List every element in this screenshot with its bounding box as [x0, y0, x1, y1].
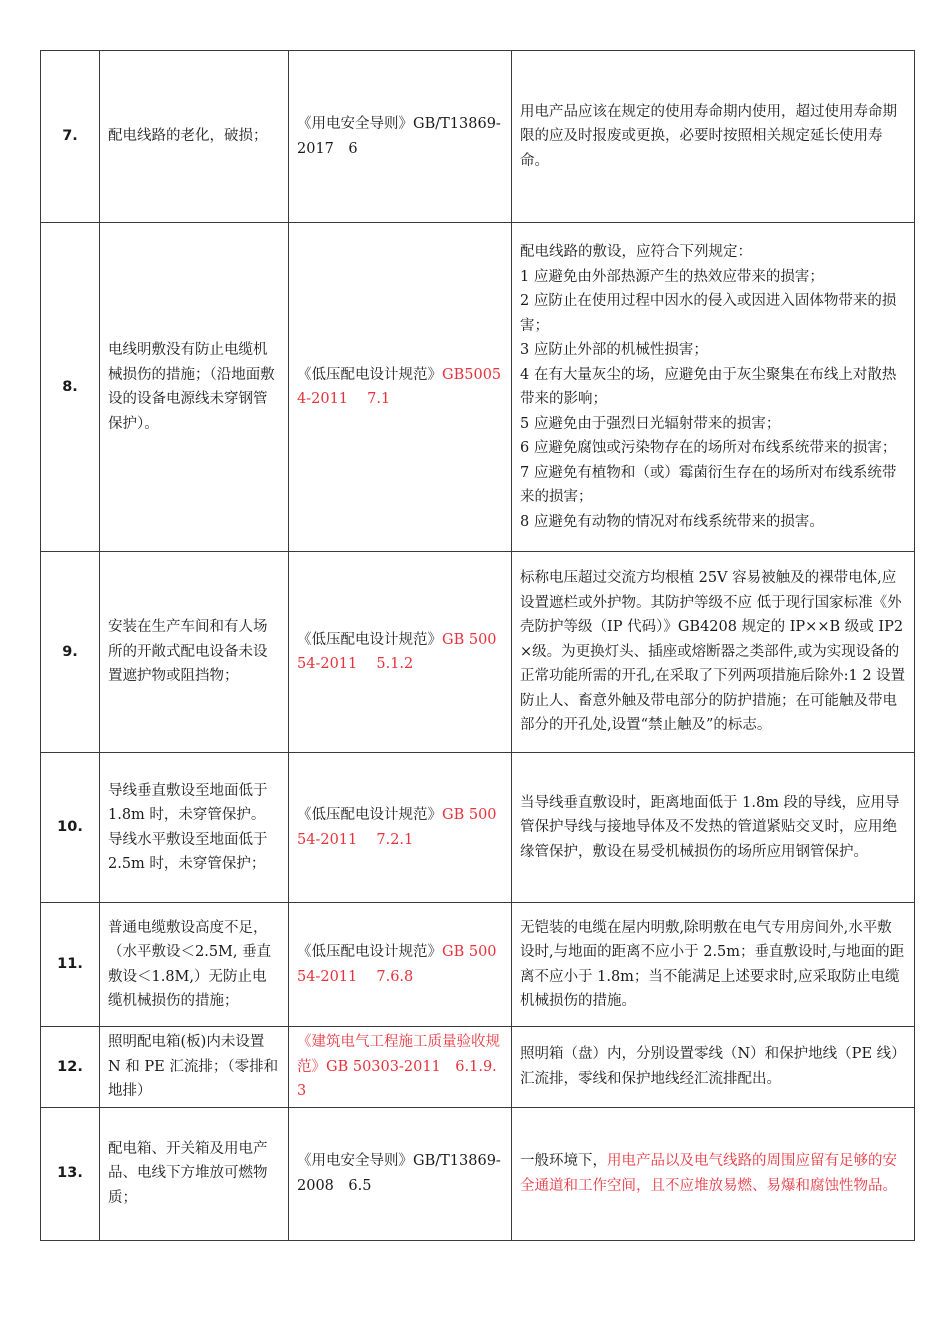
table-row [41, 1027, 915, 1108]
requirement-cell [512, 552, 915, 753]
basis-cell [289, 1107, 512, 1240]
problem-cell: 配电箱、开关箱及用电产品、电线下方堆放可燃物质； [100, 1107, 289, 1240]
basis-text: 《用电安全导则》GB/T13869-2017 6 [297, 116, 501, 157]
basis-text: 《用电安全导则》GB/T13869-2008 6.5 [297, 1153, 501, 1194]
requirement-cell [512, 51, 915, 223]
requirement-line: 配电线路的敷设，应符合下列规定： [520, 244, 752, 260]
row-number: 10. [41, 753, 100, 903]
requirement-line: 3 应防止外部的机械性损害； [520, 342, 708, 358]
problem-cell: 照明配电箱(板)内未设置 N 和 PE 汇流排；（零排和地排） [100, 1027, 289, 1108]
problem-cell: 安装在生产车间和有人场所的开敞式配电设备未设置遮护物或阻挡物； [100, 552, 289, 753]
requirement-cell [512, 223, 915, 552]
table-row [41, 1107, 915, 1240]
basis-text: 《低压配电设计规范》 [297, 366, 442, 383]
problem-line: 导线水平敷设至地面低于 2.5m 时，未穿管保护； [108, 831, 268, 872]
problem-cell: 配电线路的老化，破损； [100, 51, 289, 223]
basis-text: 《低压配电设计规范》 [297, 631, 442, 648]
requirement-cell [512, 1107, 915, 1240]
row-number: 13. [41, 1107, 100, 1240]
requirement-cell [512, 753, 915, 903]
basis-standard: GB 50054-2011 7.6.8 [297, 944, 497, 985]
requirement-text: 标称电压超过交流方均根植 25V 容易被触及的裸带电体,应设置遮栏或外护物。其防护等级不应 低于现行国家标准《外壳防护等级（IP 代码）》GB4208 规定的 IP××B 级或 IP2×级。为更换灯头、插座或熔断器之类部件,或为实现设备的正常功能所需的开孔,在采取了下列两项措施后除外:1 2 设置防止人、畜意外触及带电部分的防护措施；在可能触及带电部分的开孔处,设置“禁止触及”的标志。 [520, 570, 906, 734]
requirement-line: 1 应避免由外部热源产生的热效应带来的损害； [520, 268, 824, 285]
row-number: 12. [41, 1027, 100, 1108]
requirement-line: 5 应避免由于强烈日光辐射带来的损害； [520, 415, 781, 432]
problem-cell [100, 753, 289, 903]
table-row [41, 223, 915, 552]
row-number: 7. [41, 51, 100, 223]
requirement-text: 照明箱（盘）内，分别设置零线（N）和保护地线（PE 线）汇流排，零线和保护地线经汇流排配出。 [520, 1046, 906, 1087]
row-number: 11. [41, 903, 100, 1027]
requirement-line: 4 在有大量灰尘的场，应避免由于灰尘聚集在布线上对散热带来的影响； [520, 366, 897, 407]
requirement-text: 用电产品应该在规定的使用寿命期内使用，超过使用寿命期限的应及时报废或更换，必要时按照相关规定延长使用寿命。 [520, 103, 897, 169]
problem-cell: 电线明敷没有防止电缆机械损伤的措施；（沿地面敷设的设备电源线未穿钢管保护）。 [100, 223, 289, 552]
requirement-text: 一般环境下， [520, 1153, 607, 1169]
requirement-line: 7 应避免有植物和（或）霉菌衍生存在的场所对布线系统带来的损害； [520, 464, 897, 505]
requirement-cell [512, 903, 915, 1027]
table-row [41, 903, 915, 1027]
basis-cell [289, 753, 512, 903]
requirement-line: 8 应避免有动物的情况对布线系统带来的损害。 [520, 513, 824, 530]
row-number: 8. [41, 223, 100, 552]
basis-text: 《低压配电设计规范》 [297, 807, 442, 823]
table-row [41, 51, 915, 223]
row-number: 9. [41, 552, 100, 753]
problem-line: 导线垂直敷设至地面低于 1.8m 时，未穿管保护。 [108, 782, 268, 823]
basis-cell [289, 903, 512, 1027]
requirement-highlight: 用电产品以及电气线路的周围应留有足够的安全通道和工作空间，且不应堆放易燃、易爆和腐蚀性物品。 [520, 1153, 897, 1194]
basis-standard: GB 50054-2011 5.1.2 [297, 631, 497, 672]
basis-standard: GB50054-2011 7.1 [297, 366, 502, 407]
problem-cell: 普通电缆敷设高度不足，（水平敷设＜2.5M, 垂直敷设＜1.8M,）无防止电缆机械损伤的措施； [100, 903, 289, 1027]
basis-cell [289, 1027, 512, 1108]
rules-table [40, 50, 915, 1241]
basis-standard: 《建筑电气工程施工质量验收规范》GB 50303-2011 6.1.9.3 [297, 1034, 500, 1099]
requirement-cell [512, 1027, 915, 1108]
basis-text: 《低压配电设计规范》 [297, 944, 442, 960]
basis-cell [289, 552, 512, 753]
requirement-text: 当导线垂直敷设时，距离地面低于 1.8m 段的导线，应用导管保护导线与接地导体及不发热的管道紧贴交叉时，应用绝缘管保护，敷设在易受机械损伤的场所应用钢管保护。 [520, 794, 900, 860]
basis-standard: GB 50054-2011 7.2.1 [297, 807, 497, 848]
requirement-text: 无铠装的电缆在屋内明敷,除明敷在电气专用房间外,水平敷设时,与地面的距离不应小于 2.5m；垂直敷设时,与地面的距离不应小于 1.8m；当不能满足上述要求时,应采取防止电缆机械损伤的措施。 [520, 919, 905, 1009]
requirement-line: 6 应避免腐蚀或污染物存在的场所对布线系统带来的损害； [520, 440, 897, 456]
table-row [41, 753, 915, 903]
basis-cell [289, 223, 512, 552]
table-row [41, 552, 915, 753]
requirement-line: 2 应防止在使用过程中因水的侵入或因进入固体物带来的损害； [520, 293, 897, 334]
basis-cell [289, 51, 512, 223]
